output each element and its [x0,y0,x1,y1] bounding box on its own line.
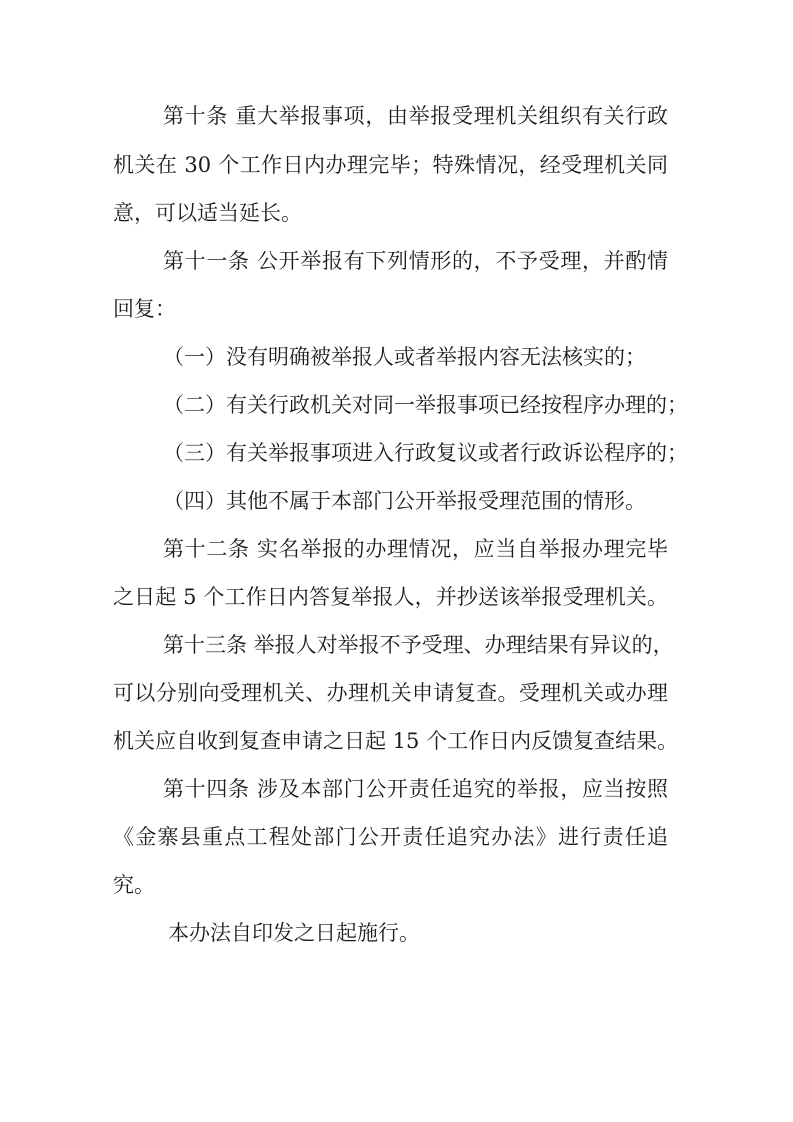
article-10-line-3: 意，可以适当延长。 [113,201,302,225]
article-11-item-2: （二）有关行政机关对同一举报事项已经按程序办理的； [163,393,688,417]
article-11-line-2: 回复： [113,297,176,321]
article-12-line-2: 之日起 5 个工作日内答复举报人，并抄送该举报受理机关。 [113,585,668,609]
article-11-item-4: （四）其他不属于本部门公开举报受理范围的情形。 [163,489,646,513]
article-14-line-3: 究。 [113,873,155,897]
article-10-line-1: 第十条 重大举报事项，由举报受理机关组织有关行政 [163,104,668,128]
article-11-item-3: （三）有关举报事项进入行政复议或者行政诉讼程序的； [163,441,688,465]
article-13-line-1: 第十三条 举报人对举报不予受理、办理结果有异议的， [163,633,674,657]
article-14-line-2: 《金寨县重点工程处部门公开责任追究办法》进行责任追 [113,825,668,849]
article-13-line-3: 机关应自收到复查申请之日起 15 个工作日内反馈复查结果。 [113,729,679,753]
article-12-line-1: 第十二条 实名举报的办理情况，应当自举报办理完毕 [163,537,668,561]
article-13-line-2: 可以分别向受理机关、办理机关申请复查。受理机关或办理 [113,681,668,705]
article-14-line-1: 第十四条 涉及本部门公开责任追究的举报，应当按照 [163,777,668,801]
article-10-line-2: 机关在 30 个工作日内办理完毕；特殊情况，经受理机关同 [113,153,668,177]
article-11-item-1: （一）没有明确被举报人或者举报内容无法核实的； [163,345,646,369]
effective-date-clause: 本办法自印发之日起施行。 [168,921,420,945]
article-11-line-1: 第十一条 公开举报有下列情形的，不予受理，并酌情 [163,249,668,273]
